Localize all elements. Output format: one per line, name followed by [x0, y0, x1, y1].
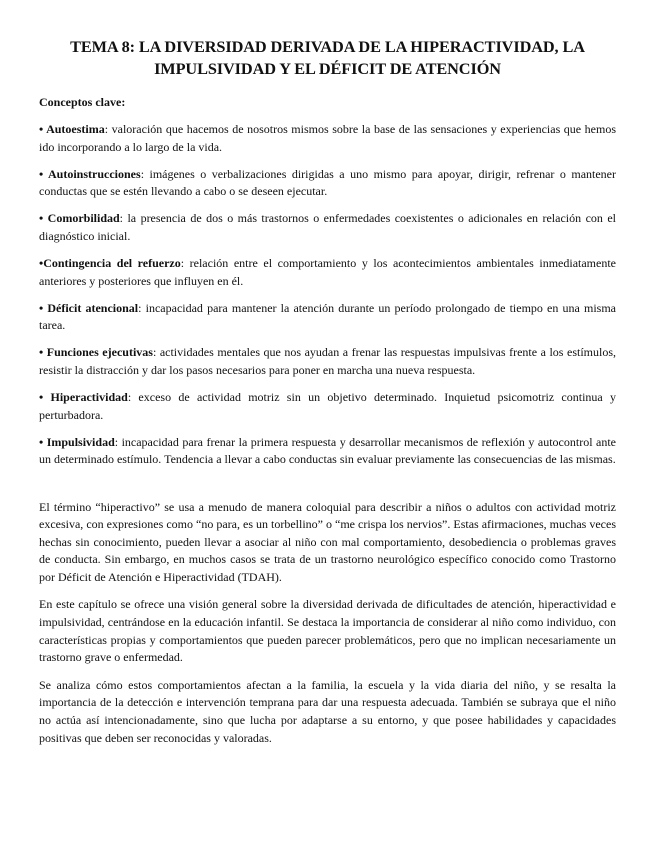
- concept-bullet: •: [39, 166, 49, 181]
- concept-definition: : incapacidad para frenar la primera respuesta y desarrollar mecanismos de reflexión y autocontrol ante un determinado estímulo. Tendencia a llevar a cabo conductas sin evaluar previamente las consecuencias de las mismas.: [39, 434, 617, 467]
- concept-item-autoinstrucciones: [39, 166, 616, 201]
- concept-bullet: •: [39, 256, 44, 271]
- concept-definition: : incapacidad para mantener la atención durante un período prolongado de tiempo en una misma tarea.: [39, 300, 616, 333]
- concept-definition: : actividades mentales que nos ayudan a frenar las respuestas impulsivas frente a los estímulos, resistir la distracción y dar los pasos necesarios para poner en marcha una nueva respuesta.: [39, 345, 617, 378]
- concept-term: Impulsividad: [46, 434, 115, 449]
- concept-definition: : exceso de actividad motriz sin un objetivo determinado. Inquietud psicomotriz continua y perturbadora.: [39, 390, 617, 422]
- concept-item-funciones-ejecutivas: [39, 344, 616, 379]
- body-paragraph-3: Se analiza cómo estos comportamientos afectan a la familia, la escuela y la vida diaria del niño, y se resalta la importancia de la detección e intervención temprana para dar una respuesta adecuada. También se subraya que el niño no actúa así intencionadamente, sino que lucha por adaptarse a su entorno, y que posee habilidades y capacidades positivas que deben ser reconocidas y valoradas.: [39, 677, 616, 745]
- concept-item-hiperactividad: [39, 389, 616, 424]
- concept-item-contingencia: [39, 255, 616, 290]
- concept-bullet: •: [39, 345, 47, 360]
- concept-item-impulsividad: [39, 434, 616, 469]
- key-concepts-list: [39, 121, 616, 469]
- concept-term: Hiperactividad: [50, 390, 128, 405]
- concept-bullet: •: [39, 434, 47, 449]
- concept-definition: : relación entre el comportamiento y los acontecimientos ambientales inmediatamente anteriores y posteriores que influyen en él.: [39, 256, 616, 288]
- concept-bullet: •: [39, 122, 47, 136]
- concept-term: Déficit atencional: [47, 300, 139, 315]
- concept-term: Comorbilidad: [47, 211, 120, 226]
- concept-bullet: •: [39, 300, 48, 315]
- concept-bullet: •: [39, 390, 51, 405]
- concept-term: Autoestima: [46, 122, 105, 136]
- section-spacer: [39, 479, 616, 499]
- document-title: TEMA 8: LA DIVERSIDAD DERIVADA DE LA HIPERACTIVIDAD, LA IMPULSIVIDAD Y EL DÉFICIT DE ATENCIÓN: [70, 37, 585, 78]
- key-concepts-heading: Conceptos clave:: [39, 95, 126, 109]
- concept-term: Funciones ejecutivas: [46, 345, 153, 360]
- concept-item-autoestima: [39, 121, 616, 156]
- concept-term: Autoinstrucciones: [48, 166, 141, 181]
- concept-term: Contingencia del refuerzo: [43, 256, 181, 271]
- body-paragraph-1: El término “hiperactivo” se usa a menudo de manera coloquial para describir a niños o adultos con actividad motriz excesiva, con expresiones como “no para, es un torbellino” o “me crispa los nervios”. Estas afirmaciones, muchas veces hechas sin conocimiento, pueden llevar a asociar al niño con mal comportamiento, desobediencia o problemas graves de conducta. Sin embargo, en muchos casos se trata de un trastorno neurológico específico conocido como Trastorno por Déficit de Atención e Hiperactividad (TDAH).: [39, 499, 616, 584]
- concept-definition: : imágenes o verbalizaciones dirigidas a uno mismo para apoyar, dirigir, refrenar o mantener conductas que se estén llevando a cabo o se deseen ejecutar.: [39, 166, 616, 199]
- concept-definition: : la presencia de dos o más trastornos o enfermedades coexistentes o adicionales en relación con el diagnóstico inicial.: [39, 211, 617, 243]
- concept-bullet: •: [39, 211, 48, 226]
- concept-definition: : valoración que hacemos de nosotros mismos sobre la base de las sensaciones y experiencias que hemos ido incorporando a lo largo de la vida.: [39, 122, 616, 154]
- body-paragraph-2: En este capítulo se ofrece una visión general sobre la diversidad derivada de dificultades de atención, hiperactividad e impulsividad, centrándose en la educación infantil. Se destaca la importancia de considerar al niño como individuo, con características propias y comportamientos que pueden parecer problemáticos, pero que no implican necesariamente un trastorno grave o enfermedad.: [39, 597, 616, 665]
- concept-item-comorbilidad: [39, 210, 616, 245]
- concept-item-deficit-atencional: [39, 300, 616, 335]
